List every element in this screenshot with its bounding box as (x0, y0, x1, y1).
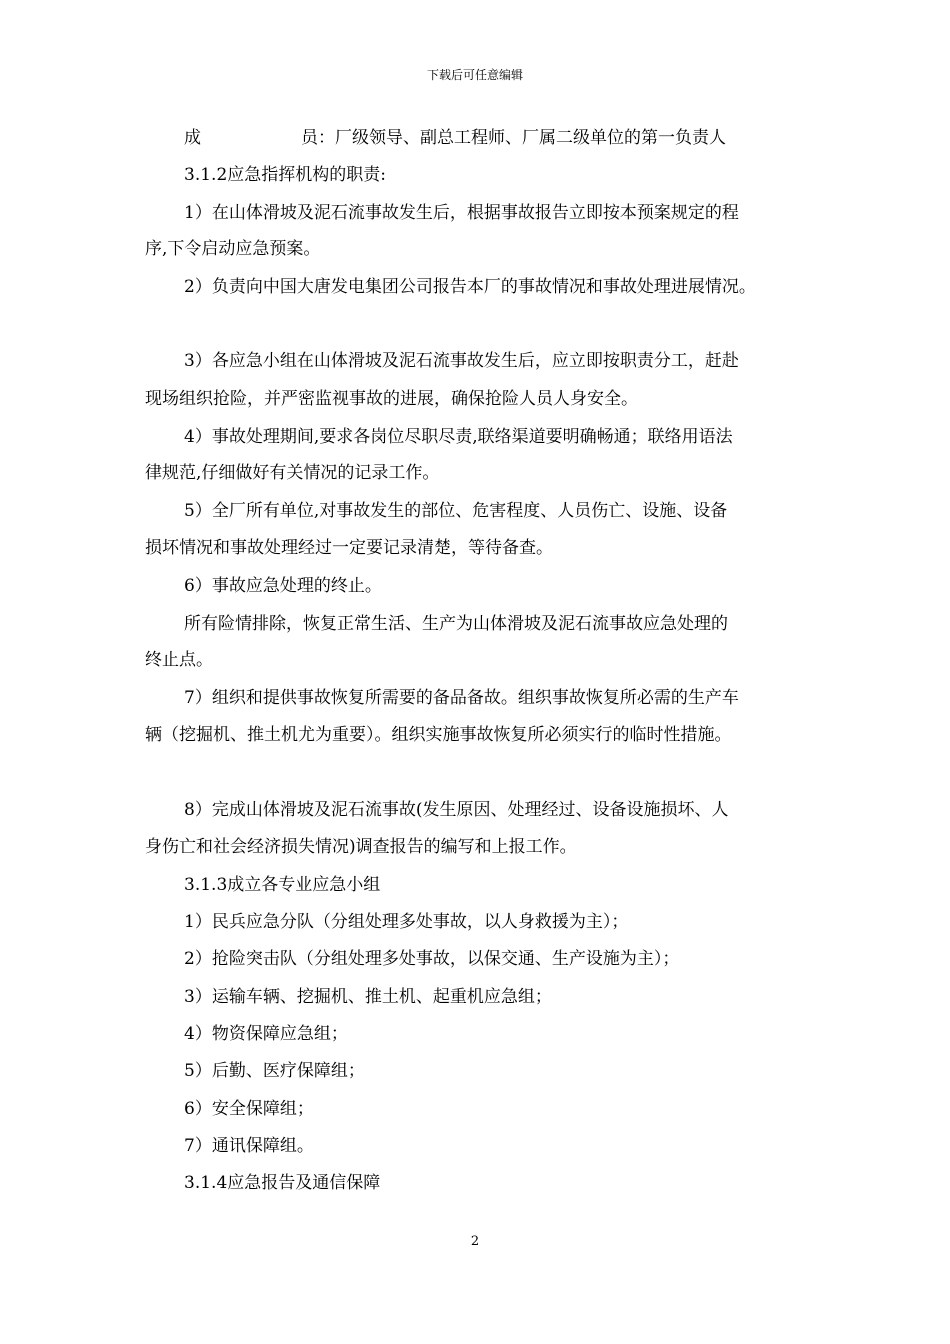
list-item: 2）抢险突击队（分组处理多处事故，以保交通、生产设施为主）； (184, 949, 680, 969)
paragraph-line: 律规范,仔细做好有关情况的记录工作。 (145, 463, 440, 483)
section-heading-3-1-2: 3.1.2应急指挥机构的职责: (184, 165, 386, 185)
section-heading-3-1-3: 3.1.3成立各专业应急小组 (184, 875, 381, 895)
paragraph-line: 5）全厂所有单位,对事故发生的部位、危害程度、人员伤亡、设施、设备 (184, 501, 728, 521)
paragraph-line: 1）在山体滑坡及泥石流事故发生后，根据事故报告立即按本预案规定的程 (184, 203, 739, 223)
page-number: 2 (470, 1234, 480, 1249)
paragraph-line: 6）事故应急处理的终止。 (184, 576, 382, 596)
members-line (184, 126, 726, 150)
paragraph-line: 序,下令启动应急预案。 (145, 239, 321, 259)
paragraph-line: 4）事故处理期间,要求各岗位尽职尽责,联络渠道要明确畅通；联络用语法 (184, 427, 733, 447)
paragraph-line: 8）完成山体滑坡及泥石流事故(发生原因、处理经过、设备设施损坏、人 (184, 800, 729, 820)
paragraph-line: 7）组织和提供事故恢复所需要的备品备故。组织事故恢复所必需的生产车 (184, 688, 739, 708)
paragraph-line: 3）各应急小组在山体滑坡及泥石流事故发生后，应立即按职责分工，赶赴 (184, 351, 739, 371)
list-item: 5）后勤、医疗保障组； (184, 1061, 365, 1081)
list-item: 4）物资保障应急组； (184, 1024, 348, 1044)
members-label-2: 员 (301, 128, 318, 148)
paragraph-line: 现场组织抢险，并严密监视事故的进展，确保抢险人员人身安全。 (145, 389, 638, 409)
list-item: 3）运输车辆、挖掘机、推土机、起重机应急组； (184, 987, 552, 1007)
paragraph-line: 2）负责向中国大唐发电集团公司报告本厂的事故情况和事故处理进展情况。 (184, 277, 756, 297)
section-heading-3-1-4: 3.1.4应急报告及通信保障 (184, 1173, 381, 1193)
members-text: ：厂级领导、副总工程师、厂属二级单位的第一负责人 (318, 128, 726, 148)
paragraph-line: 辆（挖掘机、推土机尤为重要）。组织实施事故恢复所必须实行的临时性措施。 (145, 725, 732, 745)
list-item: 6）安全保障组； (184, 1099, 314, 1119)
list-item: 1）民兵应急分队（分组处理多处事故，以人身救援为主）； (184, 912, 629, 932)
page-header: 下载后可任意编辑 (426, 68, 523, 82)
paragraph-line: 损坏情况和事故处理经过一定要记录清楚，等待备查。 (145, 538, 553, 558)
paragraph-line: 终止点。 (145, 650, 213, 670)
members-label: 成 (184, 128, 201, 148)
paragraph-line: 身伤亡和社会经济损失情况)调查报告的编写和上报工作。 (145, 837, 577, 857)
paragraph-line: 所有险情排除，恢复正常生活、生产为山体滑坡及泥石流事故应急处理的 (184, 614, 728, 634)
list-item: 7）通讯保障组。 (184, 1136, 314, 1156)
